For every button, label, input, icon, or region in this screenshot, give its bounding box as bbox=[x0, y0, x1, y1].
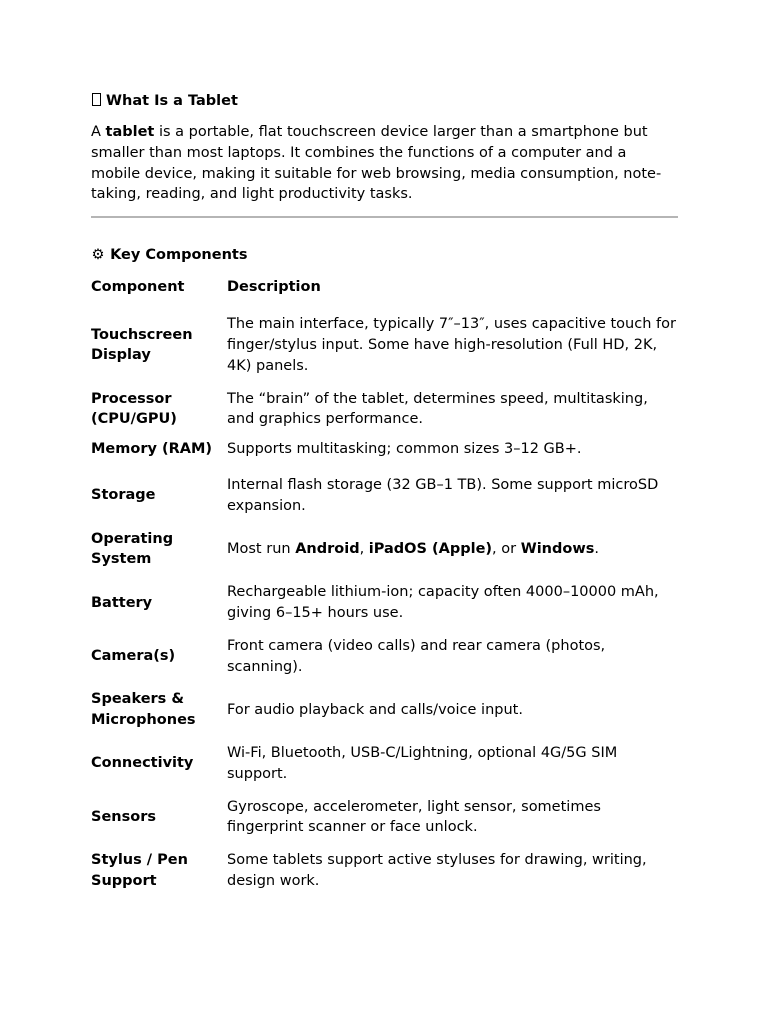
component-cell: Connectivity bbox=[91, 755, 194, 772]
intro-bold-term: tablet bbox=[105, 124, 155, 140]
section-heading-key-components bbox=[91, 244, 678, 266]
description-cell: The “brain” of the tablet, determines speed, multitasking, and graphics performance. bbox=[227, 390, 648, 428]
header-component: Component bbox=[91, 279, 185, 296]
table-row bbox=[91, 738, 678, 792]
component-cell: Memory (RAM) bbox=[91, 441, 213, 458]
table-row bbox=[91, 384, 678, 438]
component-cell: Battery bbox=[91, 594, 153, 611]
table-row bbox=[91, 524, 678, 578]
description-cell: Front camera (video calls) and rear camera (photos, scanning). bbox=[227, 637, 606, 675]
component-cell: Storage bbox=[91, 487, 156, 504]
divider bbox=[91, 216, 678, 218]
description-cell: The main interface, typically 7″–13″, uses capacitive touch for finger/stylus input. Some have high-resolution (Full HD, 2K, 4K) panels. bbox=[227, 316, 676, 374]
section-title: Key Components bbox=[110, 247, 248, 264]
component-cell: Touchscreen Display bbox=[91, 326, 193, 364]
component-cell: Processor (CPU/GPU) bbox=[91, 390, 177, 428]
component-cell: Operating System bbox=[91, 530, 174, 568]
header-description: Description bbox=[227, 279, 321, 296]
table-row bbox=[91, 470, 678, 524]
table-row bbox=[91, 845, 678, 899]
component-cell: Stylus / Pen Support bbox=[91, 852, 188, 889]
description-cell: Rechargeable lithium-ion; capacity often 4000–10000 mAh, giving 6–15+ hours use. bbox=[227, 584, 659, 621]
component-cell: Speakers & Microphones bbox=[91, 691, 196, 729]
intro-prefix: A bbox=[91, 124, 106, 140]
table-row bbox=[91, 577, 678, 631]
intro-text: is a portable, flat touchscreen device larger than a smartphone but smaller than most laptops. It combines the functions of a computer and a mobile device, making it suitable for web browsing, media consumption, note-taking, reading, and light productivity tasks. bbox=[91, 124, 662, 203]
description-cell: For audio playback and calls/voice input. bbox=[227, 701, 523, 718]
description-cell: Most run Android, iPadOS (Apple), or Windows. bbox=[227, 540, 599, 557]
description-cell: Internal flash storage (32 GB–1 TB). Some support microSD expansion. bbox=[227, 476, 659, 514]
table-row bbox=[91, 437, 678, 470]
table-row bbox=[91, 792, 678, 846]
description-cell: Wi-Fi, Bluetooth, USB-C/Lightning, optional 4G/5G SIM support. bbox=[227, 744, 618, 782]
tablet-icon bbox=[92, 93, 101, 106]
component-cell: Camera(s) bbox=[91, 648, 176, 665]
description-cell: Some tablets support active styluses for drawing, writing, design work. bbox=[227, 852, 647, 889]
table-row bbox=[91, 309, 678, 383]
gear-icon: ⚙ bbox=[91, 247, 105, 264]
table-row bbox=[91, 684, 678, 738]
intro-paragraph bbox=[91, 122, 678, 205]
description-cell: Gyroscope, accelerometer, light sensor, sometimes fingerprint scanner or face unlock. bbox=[227, 798, 601, 836]
section-title: What Is a Tablet bbox=[106, 93, 238, 109]
os-android: Android bbox=[295, 540, 360, 557]
document-content bbox=[91, 90, 678, 899]
components-table bbox=[91, 276, 678, 899]
section-heading-what-is-tablet bbox=[91, 90, 678, 112]
table-row bbox=[91, 631, 678, 685]
component-cell: Sensors bbox=[91, 808, 156, 825]
os-ipados: iPadOS (Apple) bbox=[368, 540, 493, 557]
description-cell: Supports multitasking; common sizes 3–12 GB+. bbox=[227, 441, 582, 458]
os-windows: Windows bbox=[520, 540, 595, 557]
table-header-row bbox=[91, 276, 678, 309]
